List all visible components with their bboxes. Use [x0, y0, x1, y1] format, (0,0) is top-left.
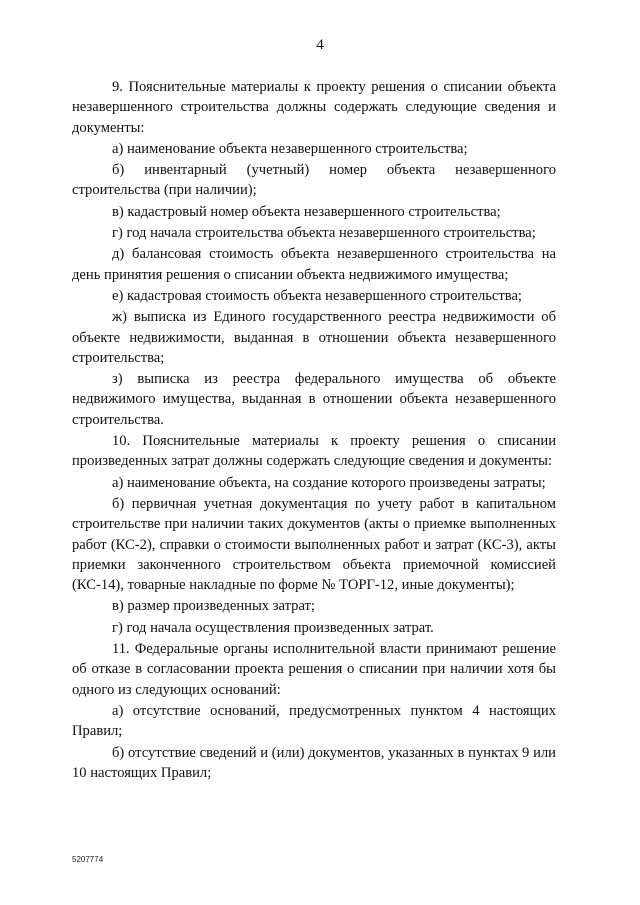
paragraph: б) первичная учетная документация по учету работ в капитальном строительстве при наличии таких документов (акты о приемке выполненных работ (КС-2), справки о стоимости выполненных работ и затрат (КС-3), акты приемки законченного строительством объекта приемочной комиссией (КС-14), товарные накладные по форме № ТОРГ-12, иные документы);	[72, 495, 556, 594]
document-body	[72, 77, 556, 784]
document-code: 5207774	[72, 855, 104, 864]
paragraph: д) балансовая стоимость объекта незавершенного строительства на день принятия решения о списании объекта недвижимого имущества;	[72, 246, 556, 283]
page-number: 4	[316, 37, 324, 53]
paragraph: в) кадастровый номер объекта незавершенного строительства;	[112, 203, 501, 220]
paragraph: а) отсутствие оснований, предусмотренных пунктом 4 настоящих Правил;	[72, 702, 556, 740]
paragraph: ж) выписка из Единого государственного реестра недвижимости об объекте недвижимости, выданная в отношении объекта незавершенного строительства;	[72, 309, 556, 366]
paragraph: 11. Федеральные органы исполнительной власти принимают решение об отказе в согласовании проекта решения о списании при наличии хотя бы одного из следующих оснований:	[72, 641, 556, 698]
paragraph: е) кадастровая стоимость объекта незавершенного строительства;	[112, 287, 522, 304]
paragraph: 9. Пояснительные материалы к проекту решения о списании объекта незавершенного строительства должны содержать следующие сведения и документы:	[72, 79, 556, 136]
paragraph: г) год начала строительства объекта незавершенного строительства;	[112, 225, 536, 242]
paragraph: а) наименование объекта незавершенного строительства;	[112, 140, 468, 157]
paragraph: г) год начала осуществления произведенных затрат.	[112, 619, 434, 636]
paragraph: а) наименование объекта, на создание которого произведены затраты;	[112, 474, 546, 491]
paragraph: б) инвентарный (учетный) номер объекта незавершенного строительства (при наличии);	[72, 162, 556, 199]
paragraph: 10. Пояснительные материалы к проекту решения о списании произведенных затрат должны содержать следующие сведения и документы:	[72, 433, 556, 470]
paragraph: з) выписка из реестра федерального имущества об объекте недвижимого имущества, выданная в отношении объекта незавершенного строительства.	[72, 371, 556, 428]
paragraph: в) размер произведенных затрат;	[112, 598, 315, 615]
paragraph: б) отсутствие сведений и (или) документов, указанных в пунктах 9 или 10 настоящих Правил;	[72, 744, 556, 781]
